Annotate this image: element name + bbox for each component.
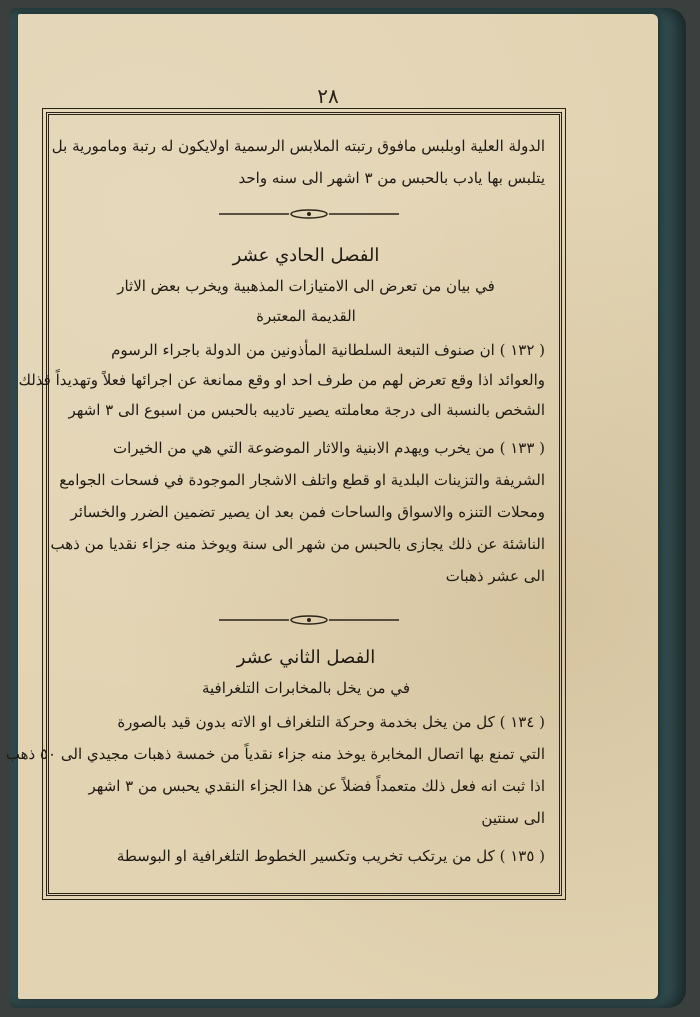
article-132-line: الشخص بالنسبة الى درجة معاملته يصير تاديبه بالحبس من اسبوع الى ٣ اشهر [68, 401, 545, 419]
article-134-line: الى سنتين [481, 809, 545, 827]
article-133-line: ومحلات التنزه والاسواق والساحات فمن بعد ان يصير تضمين الضرر والخسائر [70, 503, 545, 521]
section-11-subtitle: في بيان من تعرض الى الامتيازات المذهبية ويخرب بعض الاثار [117, 277, 495, 295]
article-133-line: الناشئة عن ذلك يجازى بالحبس من شهر الى سنة ويوخذ منه جزاء نقديا من ذهب [50, 535, 545, 553]
section-11-subtitle: القديمة المعتبرة [256, 307, 356, 325]
book-page [5, 14, 658, 999]
page-number: ٢٨ [317, 84, 339, 108]
section-12-title: الفصل الثاني عشر [236, 647, 376, 668]
section-12-subtitle: في من يخل بالمخابرات التلغرافية [201, 679, 411, 697]
article-133-line: الى عشر ذهبات [445, 567, 545, 585]
text-line: الدولة العلية اوبلبس مافوق رتبته الملابس الرسمية اولايكون له رتبة ومامورية بل [51, 137, 545, 155]
article-134-line: ( ١٣٤ ) كل من يخل بخدمة وحركة التلغراف او الاته بدون قيد بالصورة [117, 713, 545, 731]
article-135-line: ( ١٣٥ ) كل من يرتكب تخريب وتكسير الخطوط التلغرافية او البوسطة [116, 847, 545, 865]
text-line: يتلبس بها يادب بالحبس من ٣ اشهر الى سنه واحد [238, 169, 545, 187]
text-frame [5, 112, 562, 896]
article-132-line: ( ١٣٢ ) ان صنوف التبعة السلطانية المأذونين من الدولة باجراء الرسوم [111, 341, 545, 359]
article-133-line: الشريفة والتزينات البلدية او قطع واتلف الاشجار الموجودة في فسحات الجوامع [59, 471, 545, 489]
article-132-line: والعوائد اذا وقع تعرض لهم من طرف احد او وقع ممانعة عن اجرائها فعلاً وتهديداً فذلك [18, 371, 545, 389]
article-133-line: ( ١٣٣ ) من يخرب ويهدم الابنية والاثار الموضوعة التي هي من الخيرات [112, 439, 545, 457]
ornament-divider [219, 207, 399, 221]
article-134-line: التي تمنع بها اتصال المخابرة يوخذ منه جزاء نقدياً من خمسة ذهبات مجيدي الى ٥٠ ذهب [5, 745, 545, 763]
section-11-title: الفصل الحادي عشر [232, 245, 380, 266]
ornament-divider [219, 613, 399, 627]
article-134-line: اذا ثبت انه فعل ذلك متعمداً فضلاً عن هذا الجزاء النقدي يحبس من ٣ اشهر [88, 777, 545, 795]
